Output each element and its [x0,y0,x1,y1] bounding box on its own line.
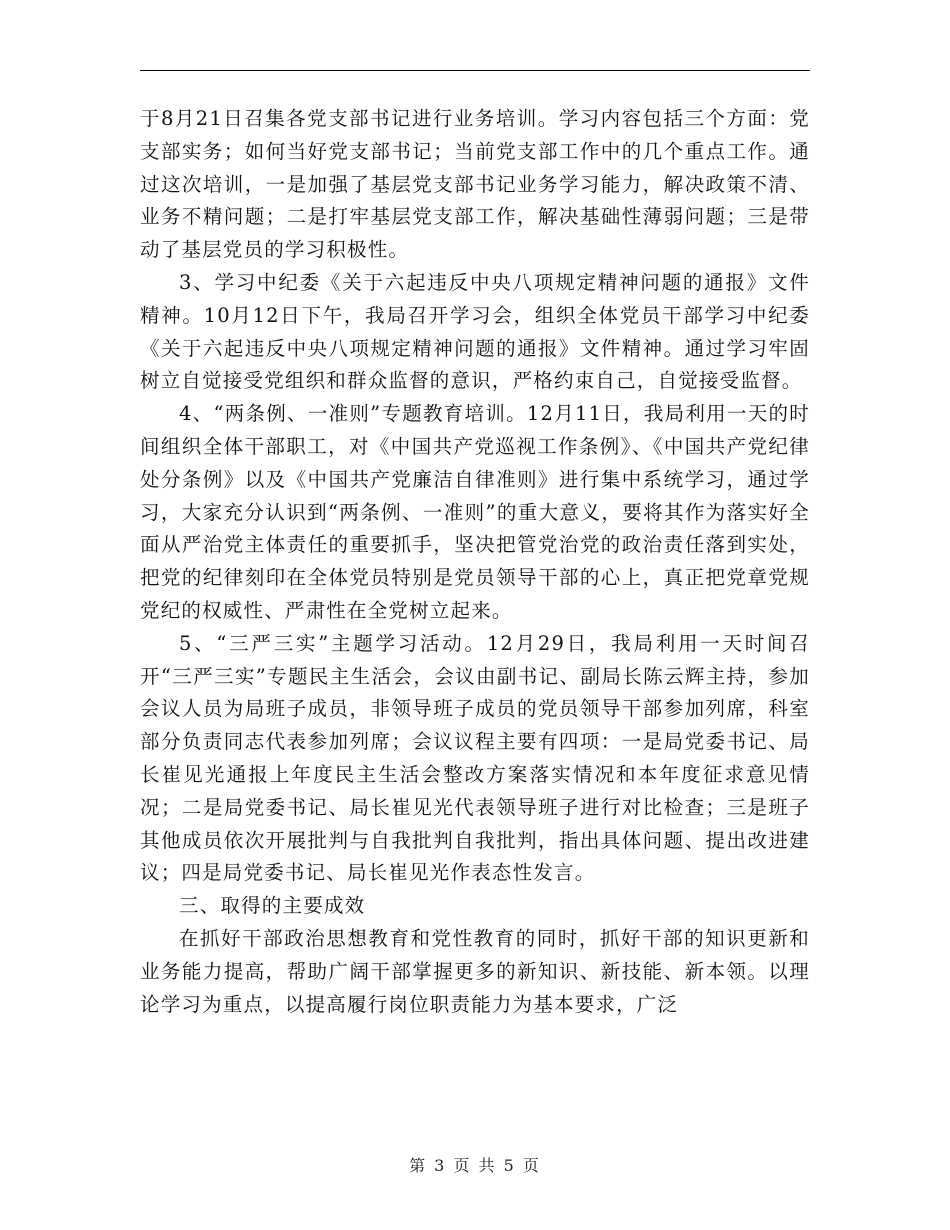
section-heading-3: 三、取得的主要成效 [179,894,366,918]
header-rule [140,70,810,71]
paragraph-3: 4、“两条例、一准则”专题教育培训。12月11日，我局利用一天的时间组织全体干部职工，对《中国共产党巡视工作条例》、《中国共产党纪律处分条例》以及《中国共产党廉洁自律准则》进行集中系统学习，通过学习，大家充分认识到“两条例、一准则”的重大意义，要将其作为落实好全面从严治党主体责任的重要抓手，坚决把管党治党的政治责任落到实处，把党的纪律刻印在全体党员特别是党员领导干部的心上，真正把党章党规党纪的权威性、严肃性在全党树立起来。 [140,402,810,622]
paragraph-2: 3、学习中纪委《关于六起违反中央八项规定精神问题的通报》文件精神。10月12日下午，我局召开学习会，组织全体党员干部学习中纪委《关于六起违反中央八项规定精神问题的通报》文件精神。通过学习牢固树立自觉接受党组织和群众监督的意识，严格约束自己，自觉接受监督。 [140,270,810,393]
document-body [140,103,810,1021]
paragraph-1: 于8月21日召集各党支部书记进行业务培训。学习内容包括三个方面：党支部实务；如何当好党支部书记；当前党支部工作中的几个重点工作。通过这次培训，一是加强了基层党支部书记业务学习能力，解决政策不清、业务不精问题；二是打牢基层党支部工作，解决基础性薄弱问题；三是带动了基层党员的学习积极性。 [140,107,810,262]
paragraph-4: 5、“三严三实”主题学习活动。12月29日，我局利用一天时间召开“三严三实”专题民主生活会，会议由副书记、副局长陈云辉主持，参加会议人员为局班子成员，非领导班子成员的党员领导干部参加列席，科室部分负责同志代表参加列席；会议议程主要有四项：一是局党委书记、局长崔见光通报上年度民主生活会整改方案落实情况和本年度征求意见情况；二是局党委书记、局长崔见光代表领导班子进行对比检查；三是班子其他成员依次开展批判与自我批判自我批判，指出具体问题、提出改进建议；四是局党委书记、局长崔见光作表态性发言。 [140,631,810,885]
paragraph-5: 在抓好干部政治思想教育和党性教育的同时，抓好干部的知识更新和业务能力提高，帮助广阔干部掌握更多的新知识、新技能、新本领。以理论学习为重点，以提高履行岗位职责能力为基本要求，广泛 [140,926,810,1016]
page-number-footer: 第 3 页 共 5 页 [409,1156,541,1175]
